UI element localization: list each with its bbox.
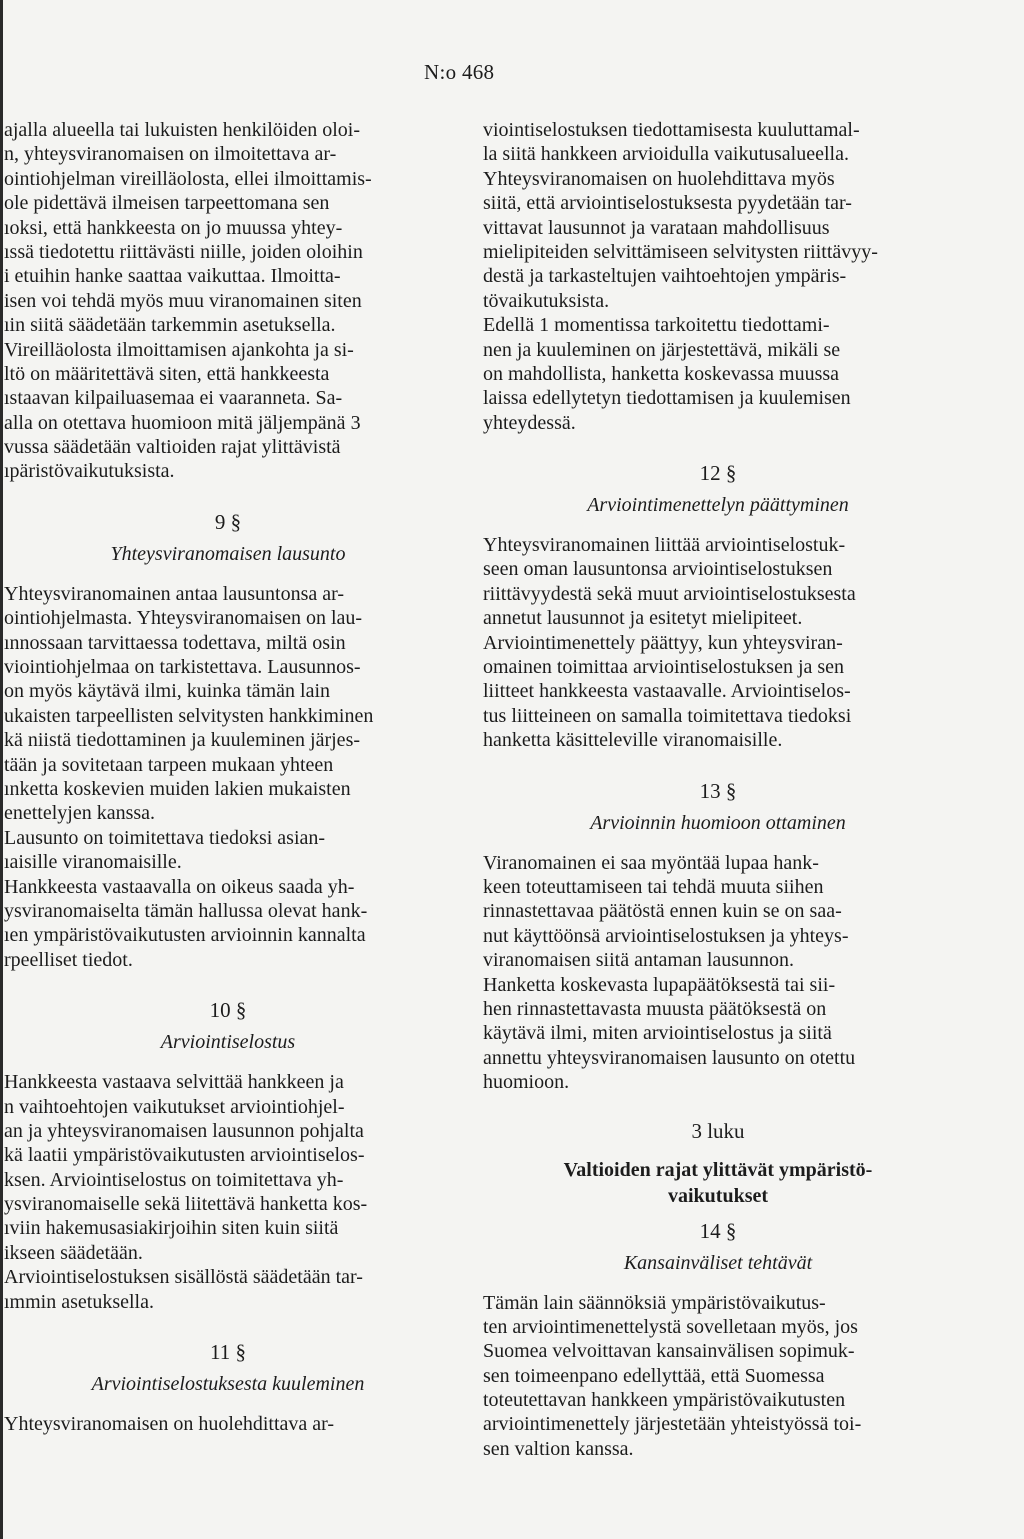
section-paragraph	[4, 1070, 452, 1265]
section-number: 13 §	[699, 778, 737, 803]
text-line: enettelyjen kanssa.	[4, 802, 156, 825]
text-line: ıin siitä säädetään tarkemmin asetuksella.	[4, 314, 336, 337]
section-paragraph	[4, 1265, 452, 1314]
section-number: 9 §	[214, 509, 242, 534]
text-line: ajalla alueella tai lukuisten henkilöiden oloi-	[4, 119, 360, 141]
text-line: Edellä 1 momentissa tarkoitettu tiedottami-	[483, 314, 830, 337]
text-line: liitteet hankkeesta vastaavalle. Arviointiselos-	[483, 680, 851, 703]
page-edge	[0, 0, 3, 1539]
text-line: ten arviointimenettelystä sovelletaan myös, jos	[483, 1315, 858, 1338]
section-title: Yhteysviranomaisen lausunto	[110, 542, 346, 565]
text-line: tövaikutuksista.	[483, 289, 610, 312]
right-column	[483, 118, 953, 1461]
text-line: ıviin hakemusasiakirjoihin siten kuin siitä	[4, 1217, 339, 1240]
text-line: la siitä hankkeen arvioidulla vaikutusalueella.	[483, 143, 849, 166]
section-title: Arviointiselostuksesta kuuleminen	[91, 1373, 365, 1396]
section-paragraph	[4, 1412, 452, 1436]
text-line: siitä, että arviointiselostuksesta pyydetään tar-	[483, 192, 852, 215]
section-paragraph	[483, 631, 953, 753]
section-number: 14 §	[699, 1218, 737, 1243]
text-line: ltö on määritettävä siten, että hankkeesta	[4, 362, 330, 385]
section-paragraph	[4, 826, 452, 875]
right-paragraph-a	[483, 118, 953, 313]
text-line: sen valtion kanssa.	[483, 1437, 634, 1460]
text-line: viointiohjelmaa on tarkistettava. Lausunnos-	[4, 656, 361, 679]
text-line: annetut lausunnot ja esitetyt mielipiteet.	[483, 607, 803, 630]
text-line: yhteydessä.	[483, 411, 576, 434]
text-line: huomioon.	[483, 1071, 570, 1094]
text-line: destä ja tarkasteltujen vaihtoehtojen ympäris-	[483, 265, 847, 288]
text-line: ıen ympäristövaikutusten arvioinnin kannalta	[4, 924, 366, 947]
chapter-title-line: vaikutukset	[667, 1184, 769, 1207]
section-9	[4, 508, 452, 972]
section-paragraph	[4, 875, 452, 973]
text-line: ınketta koskevien muiden lakien mukaisten	[4, 777, 351, 800]
text-line: nut käyttöönsä arviointiselostuksen ja yhteys-	[483, 924, 849, 947]
text-line: ımmin asetuksella.	[4, 1290, 154, 1313]
text-line: vittavat lausunnot ja varataan mahdollisuus	[483, 216, 830, 239]
text-line: Hankkeesta vastaava selvittää hankkeen ja	[4, 1071, 344, 1094]
text-line: ukaisten tarpeellisten selvitysten hankkiminen	[4, 704, 374, 727]
text-line: rpeelliset tiedot.	[4, 948, 133, 971]
text-line: annettu yhteysviranomaisen lausunto on otettu	[483, 1046, 856, 1069]
chapter-title	[483, 1157, 953, 1209]
text-line: n, yhteysviranomaisen on ilmoitettava ar-	[4, 143, 337, 166]
section-number: 11 §	[210, 1340, 246, 1365]
text-line: ıaisille viranomaisille.	[4, 851, 182, 874]
text-line: Vireilläolosta ilmoittamisen ajankohta ja si-	[4, 338, 354, 361]
text-line: alla on otettava huomioon mitä jäljempänä 3	[4, 411, 361, 434]
text-line: mielipiteiden selvittämiseen selvitysten riittävyy-	[483, 240, 878, 263]
text-line: käytävä ilmi, miten arviointiselostus ja siitä	[483, 1022, 832, 1045]
text-line: on mahdollista, hanketta koskevassa muussa	[483, 362, 840, 385]
text-line: ole pidettävä ilmeisen tarpeettomana sen	[4, 192, 330, 215]
section-paragraph	[483, 973, 953, 1095]
right-paragraph-b	[483, 313, 953, 435]
text-line: kä niistä tiedottaminen ja kuuleminen järjes-	[4, 729, 361, 752]
text-line: kä laatii ympäristövaikutusten arviointiselos-	[4, 1144, 365, 1167]
text-line: Hanketta koskevasta lupapäätöksestä tai sii-	[483, 973, 836, 996]
section-paragraph	[483, 533, 953, 631]
section-number: 12 §	[699, 461, 737, 486]
text-line: ıstaavan kilpailuasemaa ei vaaranneta. Sa-	[4, 387, 343, 410]
text-line: Yhteysviranomaisen on huolehdittava myös	[483, 167, 835, 190]
text-line: ointiohjelman vireilläolosta, ellei ilmoittamis-	[4, 167, 372, 190]
section-10	[4, 996, 452, 1314]
text-line: ysviranomaiselle sekä liitettävä hanketta kos-	[4, 1193, 368, 1216]
text-line: ıoksi, että hankkeesta on jo muussa yhtey-	[4, 216, 343, 239]
section-11	[4, 1338, 452, 1436]
section-number: 10 §	[209, 998, 247, 1023]
text-line: arviointimenettely järjestetään yhteistyössä toi-	[483, 1413, 862, 1436]
text-line: Suomea velvoittavan kansainvälisen sopimuk-	[483, 1340, 855, 1363]
section-14	[483, 1217, 953, 1462]
text-line: hen rinnastettavasta muusta päätöksestä on	[483, 997, 827, 1020]
text-line: Tämän lain säännöksiä ympäristövaikutus-	[483, 1291, 826, 1314]
text-line: laissa edellytetyn tiedottamisen ja kuulemisen	[483, 387, 851, 410]
text-line: ointiohjelmasta. Yhteysviranomaisen on lau-	[4, 607, 363, 630]
text-line: Viranomainen ei saa myöntää lupaa hank-	[483, 851, 819, 874]
page-number: N:o 468	[424, 60, 495, 84]
chapter-number: 3 luku	[691, 1118, 745, 1143]
text-line: isen voi tehdä myös muu viranomainen siten	[4, 289, 362, 312]
text-line: keen toteuttamiseen tai tehdä muuta siihen	[483, 875, 824, 898]
section-paragraph	[483, 1291, 953, 1462]
text-line: Arviointimenettely päättyy, kun yhteysviran-	[483, 631, 843, 654]
text-line: hanketta käsitteleville viranomaisille.	[483, 729, 783, 752]
text-line: sen toimeenpano edellyttää, että Suomessa	[483, 1364, 825, 1387]
section-title: Arviointimenettelyn päättyminen	[587, 494, 849, 517]
text-line: ıpäristövaikutuksista.	[4, 460, 175, 483]
text-line: Yhteysviranomainen antaa lausuntonsa ar-	[4, 582, 345, 605]
text-line: rinnastettavaa päätöstä ennen kuin se on saa-	[483, 900, 842, 923]
section-title: Kansainväliset tehtävät	[623, 1251, 813, 1274]
text-line: ysviranomaiselta tämän hallussa olevat hank-	[4, 899, 368, 922]
text-line: Arviointiselostuksen sisällöstä säädetään tar-	[4, 1266, 363, 1289]
text-line: viointiselostuksen tiedottamisesta kuuluttamal-	[483, 119, 860, 141]
section-paragraph	[4, 582, 452, 826]
text-line: tään ja sovitetaan tarpeen mukaan yhteen	[4, 753, 334, 776]
text-line: Hankkeesta vastaavalla on oikeus saada yh-	[4, 875, 355, 898]
left-paragraph-b	[4, 338, 452, 484]
section-title: Arvioinnin huomioon ottaminen	[590, 811, 846, 834]
section-13	[483, 777, 953, 1095]
text-line: Lausunto on toimitettava tiedoksi asian-	[4, 826, 326, 849]
text-line: on myös käytävä ilmi, kuinka tämän lain	[4, 680, 331, 703]
text-line: seen oman lausuntonsa arviointiselostuksen	[483, 558, 833, 581]
text-line: vussa säädetään valtioiden rajat ylittävistä	[4, 436, 341, 459]
text-line: nen ja kuuleminen on järjestettävä, mikäli se	[483, 338, 841, 361]
text-line: ıssä tiedotettu riittävästi niille, joiden oloihin	[4, 240, 363, 263]
section-paragraph	[483, 851, 953, 973]
text-line: ikseen säädetään.	[4, 1241, 143, 1264]
text-line: toteutettavan hankkeen ympäristövaikutusten	[483, 1389, 846, 1412]
left-column	[4, 118, 452, 1436]
text-line: ksen. Arviointiselostus on toimitettava yh-	[4, 1168, 344, 1191]
text-line: riittävyydestä sekä muut arviointiselostuksesta	[483, 582, 856, 605]
text-line: viranomaisen siitä antaman lausunnon.	[483, 949, 795, 972]
text-line: omainen toimittaa arviointiselostuksen ja sen	[483, 656, 845, 679]
chapter-title-line: Valtioiden rajat ylittävät ympäristö-	[563, 1158, 873, 1181]
text-line: ınnossaan tarvittaessa todettava, miltä osin	[4, 631, 346, 654]
text-line: tus liitteineen on samalla toimitettava tiedoksi	[483, 704, 852, 727]
section-title: Arviointiselostus	[160, 1031, 296, 1054]
text-line: an ja yhteysviranomaisen lausunnon pohjalta	[4, 1119, 364, 1142]
text-line: i etuihin hanke saattaa vaikuttaa. Ilmoitta-	[4, 265, 341, 288]
left-paragraph-a	[4, 118, 452, 338]
section-12	[483, 459, 953, 753]
text-line: Yhteysviranomaisen on huolehdittava ar-	[4, 1413, 335, 1436]
text-line: n vaihtoehtojen vaikutukset arviointiohjel-	[4, 1095, 345, 1118]
text-line: Yhteysviranomainen liittää arviointiselostuk-	[483, 534, 846, 557]
